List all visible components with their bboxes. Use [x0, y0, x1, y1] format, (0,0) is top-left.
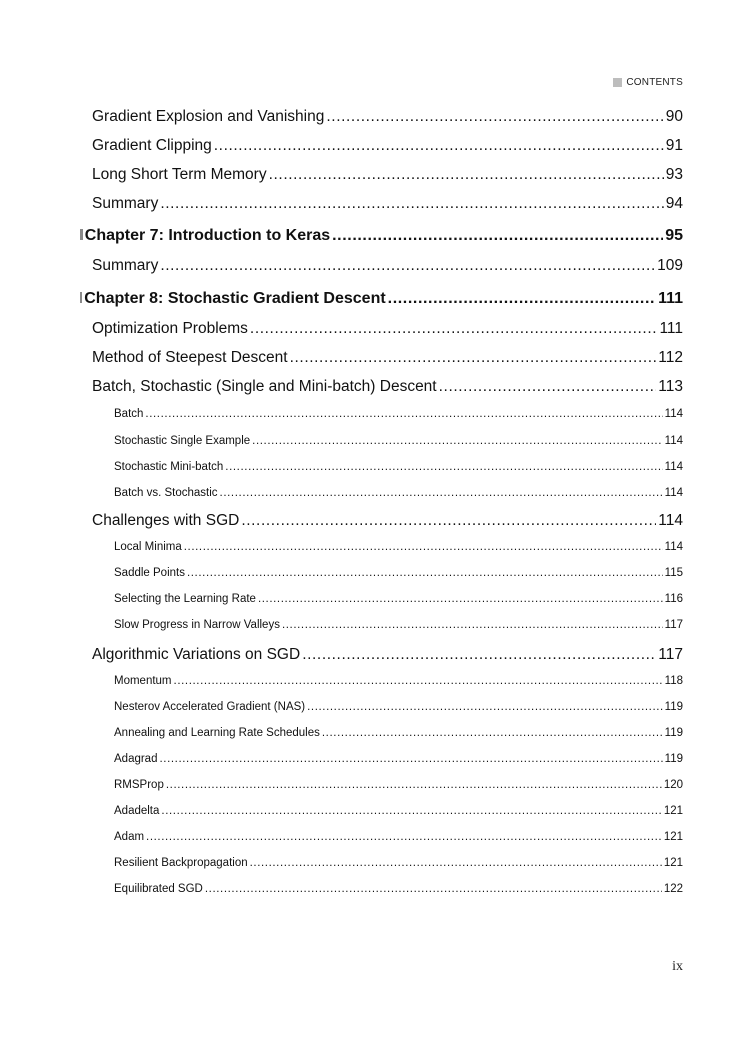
dot-leader: [332, 227, 663, 245]
toc-subsection-entry[interactable]: [114, 883, 683, 895]
dot-leader: [160, 257, 655, 275]
dot-leader: [439, 378, 657, 396]
toc-subsection-entry[interactable]: [114, 831, 683, 843]
toc-subsection-entry[interactable]: [114, 567, 683, 579]
toc-entry-page: 120: [663, 779, 683, 791]
toc-entry-page: 113: [658, 378, 683, 395]
toc-entry-title: Batch vs. Stochastic: [114, 487, 218, 499]
toc-entry-page: 114: [664, 461, 683, 473]
toc-subsection-entry[interactable]: [114, 701, 683, 713]
dot-leader: [145, 408, 662, 420]
toc-entry-page: 118: [664, 675, 683, 687]
toc-entry-page: 94: [665, 195, 683, 212]
dot-leader: [241, 512, 656, 530]
toc-section-entry[interactable]: [92, 349, 683, 367]
dot-leader: [250, 857, 662, 869]
page-number: ix: [672, 959, 683, 974]
toc-entry-page: 116: [664, 593, 683, 605]
dot-leader: [146, 831, 662, 843]
toc-entry-page: 93: [665, 166, 683, 183]
toc-section-entry[interactable]: [92, 257, 683, 275]
toc-entry-page: 121: [663, 805, 683, 817]
dot-leader: [187, 567, 663, 579]
toc-entry-page: 119: [664, 701, 683, 713]
toc-entry-title: Adadelta: [114, 805, 160, 817]
dot-leader: [160, 195, 663, 213]
toc-entry-page: 117: [658, 646, 683, 663]
toc-subsection-entry[interactable]: [114, 727, 683, 739]
toc-entry-title: Gradient Explosion and Vanishing: [92, 108, 325, 125]
dot-leader: [322, 727, 663, 739]
toc-section-entry[interactable]: [92, 166, 683, 184]
dot-leader: [250, 320, 658, 338]
toc-entry-title: Method of Steepest Descent: [92, 349, 288, 366]
toc-entry-page: 111: [659, 320, 683, 337]
toc-entry-page: 115: [664, 567, 683, 579]
toc-subsection-entry[interactable]: [114, 753, 683, 765]
toc-entry-title: Slow Progress in Narrow Valleys: [114, 619, 280, 631]
toc-entry-title: Summary: [92, 195, 159, 212]
square-bullet-icon: [80, 229, 83, 240]
toc-subsection-entry[interactable]: [114, 805, 683, 817]
toc-entry-title: Resilient Backpropagation: [114, 857, 248, 869]
toc-entry-title: Chapter 8: Stochastic Gradient Descent: [84, 290, 386, 307]
toc-subsection-entry[interactable]: [114, 435, 683, 447]
dot-leader: [269, 166, 664, 184]
toc-section-entry[interactable]: [92, 195, 683, 213]
running-head-label: CONTENTS: [626, 77, 683, 88]
toc-entry-title: Local Minima: [114, 541, 182, 553]
dot-leader: [225, 461, 662, 473]
toc-entry-page: 91: [665, 137, 683, 154]
toc-entry-title: Summary: [92, 257, 159, 274]
toc-entry-page: 114: [664, 541, 683, 553]
toc-entry-title: Long Short Term Memory: [92, 166, 267, 183]
toc-entry-page: 114: [664, 408, 683, 420]
dot-leader: [258, 593, 663, 605]
toc-section-entry[interactable]: [92, 512, 683, 530]
toc-section-entry[interactable]: [92, 646, 683, 664]
toc-entry-title: Challenges with SGD: [92, 512, 240, 529]
toc-entry-page: 112: [658, 349, 683, 366]
toc-entry-page: 121: [663, 831, 683, 843]
dot-leader: [184, 541, 663, 553]
toc-subsection-entry[interactable]: [114, 541, 683, 553]
toc-entry-title: Selecting the Learning Rate: [114, 593, 256, 605]
toc-subsection-entry[interactable]: [114, 487, 683, 499]
toc-section-entry[interactable]: [92, 108, 683, 126]
toc-section-entry[interactable]: [92, 137, 683, 155]
dot-leader: [220, 487, 663, 499]
toc-entry-page: 114: [664, 435, 683, 447]
toc-entry-page: 122: [663, 883, 683, 895]
toc-entry-title: Annealing and Learning Rate Schedules: [114, 727, 320, 739]
toc-entry-page: 114: [664, 487, 683, 499]
toc-entry-title: Saddle Points: [114, 567, 185, 579]
dot-leader: [307, 701, 663, 713]
toc-entry-title: Equilibrated SGD: [114, 883, 203, 895]
toc-subsection-entry[interactable]: [114, 857, 683, 869]
toc-entry-title: RMSProp: [114, 779, 164, 791]
toc-subsection-entry[interactable]: [114, 461, 683, 473]
toc-entry-page: 90: [665, 108, 683, 125]
dot-leader: [282, 619, 663, 631]
toc-section-entry[interactable]: [92, 320, 683, 338]
toc-subsection-entry[interactable]: [114, 619, 683, 631]
dot-leader: [166, 779, 662, 791]
toc-entry-page: 119: [664, 727, 683, 739]
toc-entry-title: Nesterov Accelerated Gradient (NAS): [114, 701, 306, 713]
square-bullet-icon: [80, 292, 82, 303]
toc-section-entry[interactable]: [92, 378, 683, 396]
toc-chapter-entry[interactable]: [80, 290, 683, 308]
toc-entry-title: Adagrad: [114, 753, 158, 765]
toc-entry-page: 121: [663, 857, 683, 869]
toc-entry-page: 111: [658, 290, 683, 307]
toc-entry-page: 109: [657, 257, 683, 274]
toc-chapter-entry[interactable]: [80, 227, 683, 245]
dot-leader: [214, 137, 664, 155]
toc-entry-title: Stochastic Single Example: [114, 435, 251, 447]
toc-subsection-entry[interactable]: [114, 593, 683, 605]
square-bullet-icon: [613, 78, 622, 87]
dot-leader: [159, 753, 662, 765]
toc-subsection-entry[interactable]: [114, 779, 683, 791]
dot-leader: [205, 883, 662, 895]
toc-subsection-entry[interactable]: [114, 675, 683, 687]
dot-leader: [290, 349, 657, 367]
dot-leader: [388, 290, 656, 308]
toc-entry-title: Algorithmic Variations on SGD: [92, 646, 301, 663]
dot-leader: [302, 646, 656, 664]
dot-leader: [252, 435, 663, 447]
toc-entry-title: Gradient Clipping: [92, 137, 212, 154]
toc-subsection-entry[interactable]: [114, 408, 683, 420]
running-head: [613, 77, 683, 88]
toc-entry-title: Adam: [114, 831, 145, 843]
toc-entry-title: Batch, Stochastic (Single and Mini-batch) Descent: [92, 378, 437, 395]
toc-entry-page: 114: [658, 512, 683, 529]
toc-entry-page: 117: [664, 619, 683, 631]
toc-entry-title: Chapter 7: Introduction to Keras: [84, 227, 331, 244]
dot-leader: [161, 805, 661, 817]
toc-entry-page: 119: [664, 753, 683, 765]
toc-entry-title: Optimization Problems: [92, 320, 248, 337]
toc-entry-page: 95: [665, 227, 683, 244]
toc-entry-title: Stochastic Mini-batch: [114, 461, 224, 473]
toc-entry-title: Momentum: [114, 675, 172, 687]
toc-entry-title: Batch: [114, 408, 144, 420]
dot-leader: [326, 108, 663, 126]
dot-leader: [174, 675, 663, 687]
